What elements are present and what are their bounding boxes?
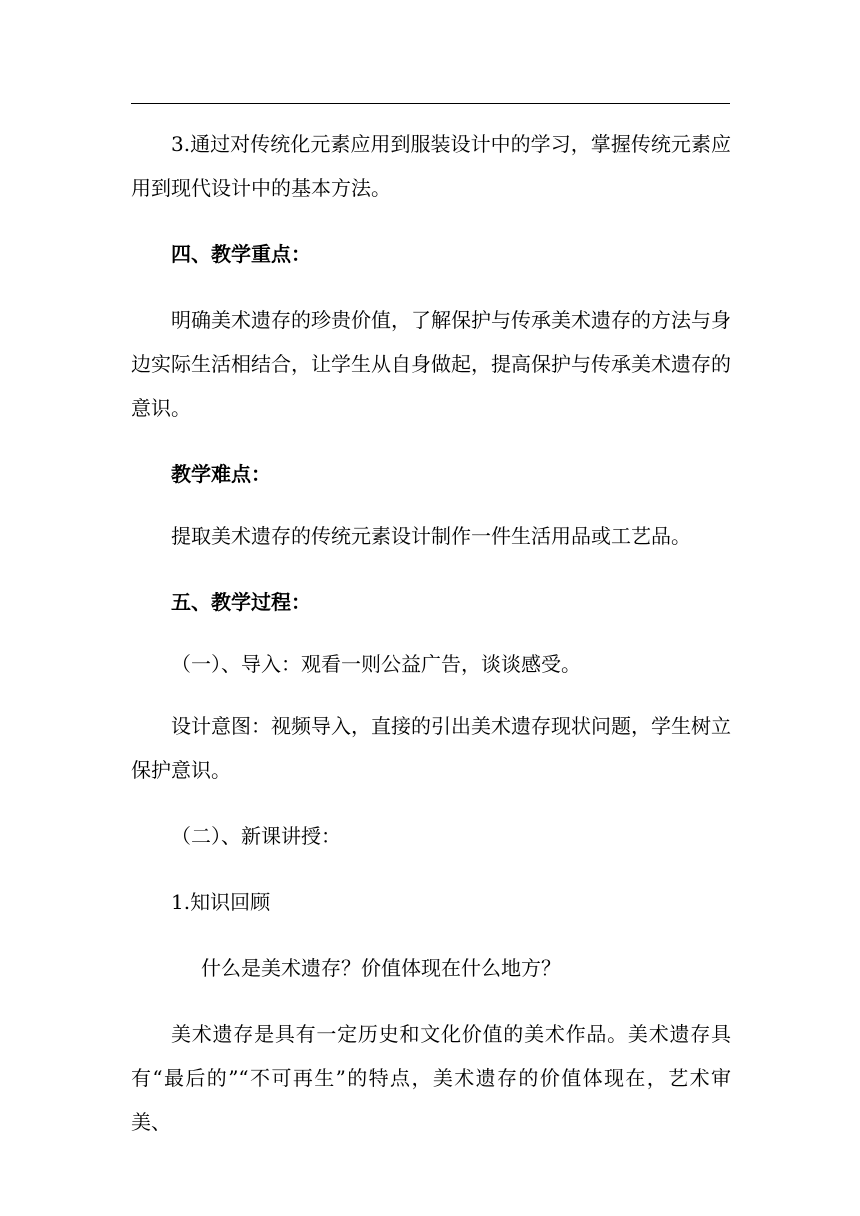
design-intent-paragraph: 设计意图：视频导入，直接的引出美术遗存现状问题，学生树立保护意识。	[131, 714, 731, 782]
question-paragraph: 什么是美术遗存？价值体现在什么地方？	[201, 956, 561, 980]
definition-paragraph: 美术遗存是具有一定历史和文化价值的美术作品。美术遗存具有“最后的”“不可再生”的特点，美术遗存的价值体现在，艺术审美、	[131, 1022, 731, 1134]
header-rule	[131, 103, 730, 104]
section-4-heading: 四、教学重点：	[171, 242, 311, 266]
objective-3-paragraph: 3.通过对传统化元素应用到服装设计中的学习，掌握传统元素应用到现代设计中的基本方法。	[131, 132, 731, 200]
key-points-paragraph: 明确美术遗存的珍贵价值，了解保护与传承美术遗存的方法与身边实际生活相结合，让学生从自身做起，提高保护与传承美术遗存的意识。	[131, 308, 731, 420]
difficulty-heading: 教学难点：	[171, 462, 271, 486]
difficulty-paragraph: 提取美术遗存的传统元素设计制作一件生活用品或工艺品。	[171, 524, 691, 548]
intro-paragraph: （一）、导入：观看一则公益广告，谈谈感受。	[171, 652, 581, 676]
section-5-heading: 五、教学过程：	[171, 590, 311, 614]
document-body	[131, 122, 731, 1144]
knowledge-review-heading: 1.知识回顾	[171, 890, 271, 914]
new-lesson-heading: （二）、新课讲授：	[171, 824, 341, 848]
